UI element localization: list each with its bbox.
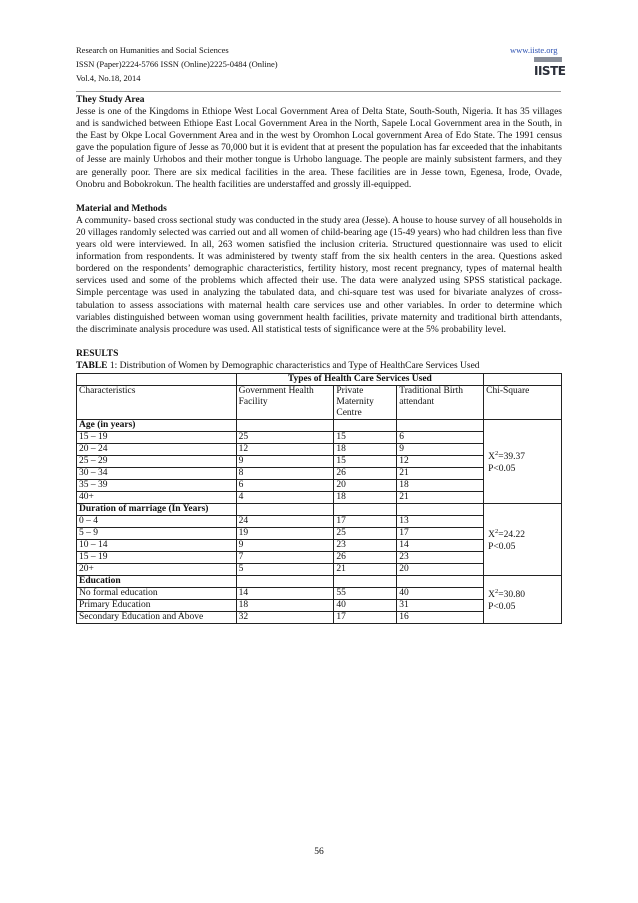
row-label: Primary Education [77,599,237,611]
section-header-row [77,575,562,587]
column-header: Traditional Birth attendant [397,385,484,419]
section-title: Education [77,575,237,587]
journal-name: Research on Humanities and Social Sciences [76,45,229,55]
journal-url-link[interactable]: www.iiste.org [510,45,558,55]
table-cell: 6 [236,479,334,491]
table-cell: 24 [236,515,334,527]
page-number: 56 [314,847,324,857]
row-label: Secondary Education and Above [77,611,237,623]
table-cell: 31 [397,599,484,611]
column-header: Private Maternity Centre [334,385,397,419]
table-cell: 9 [397,443,484,455]
table-cell: 15 [334,431,397,443]
study-area-paragraph: Jesse is one of the Kingdoms in Ethiope West Local Government Area of Delta State, South-South, Nigeria. It has 35 villages and is sandwiched between Ethiope East Local Government Area in the North, Sapele Local Government area in the South, in the East by Okpe Local Government Area and in the west by Oromhon Local government Area of Edo State. The 1991 census gave the population figure of Jesse as 70,000 but it is evident that at present the population has far exceeded that the inhabitants of Jesse are mainly Urhobos and their mother tongue is Urhobo language. The people are mainly subsistent farmers, and they are generally poor. There are six medical facilities in the area. These facilities are in Jesse town, Egenesa, Irode, Ovade, Onobru and Bobokrokun. The health facilities are understaffed and grossly ill-equipped. [76,107,562,190]
logo-text: IISTE [534,64,566,78]
methods-heading: Material and Methods [76,203,167,214]
column-header: Characteristics [77,385,237,419]
table-cell: 21 [397,491,484,503]
table-cell: 25 [334,527,397,539]
issn-line: ISSN (Paper)2224-5766 ISSN (Online)2225-0484 (Online) [76,59,278,69]
caption-text: 1: Distribution of Women by Demographic characteristics and Type of HealthCare Services Used [107,360,480,371]
section-title: Age (in years) [77,419,237,431]
row-label: 25 – 29 [77,455,237,467]
table-cell: 5 [236,563,334,575]
table-cell: 7 [236,551,334,563]
section-header-row [77,503,562,515]
column-header: Government Health Facility [236,385,334,419]
table-cell: 25 [236,431,334,443]
row-label: 20 – 24 [77,443,237,455]
table-cell: 55 [334,587,397,599]
table-cell: 13 [397,515,484,527]
chi-square-value: $X^2=30.80$ [488,588,525,601]
table-cell: 20 [397,563,484,575]
p-value: P<0.05 [488,463,516,474]
p-value: P<0.05 [488,541,516,552]
table-cell: 16 [397,611,484,623]
row-label: 40+ [77,491,237,503]
table-cell: 21 [397,467,484,479]
table-cell: 20 [334,479,397,491]
section-title: Duration of marriage (In Years) [77,503,237,515]
demographics-table [76,373,562,624]
table-cell: 12 [236,443,334,455]
table-cell: 17 [334,611,397,623]
iiste-logo [534,57,566,81]
chi-square-cell [484,575,562,623]
table-cell: 18 [236,599,334,611]
row-label: 10 – 14 [77,539,237,551]
chi-square-value: $X^2=39.37$ [488,450,525,463]
table-cell: 26 [334,551,397,563]
table-cell: 32 [236,611,334,623]
row-label: 0 – 4 [77,515,237,527]
table-caption [76,360,562,372]
table-cell: 14 [236,587,334,599]
section-header-row [77,419,562,431]
table-cell: 17 [397,527,484,539]
table-cell: 21 [334,563,397,575]
methods-paragraph: A community- based cross sectional study was conducted in the study area (Jesse). A house to house survey of all households in 20 villages randomly selected was carried out and all women of child-bearing age (15-49 years) who had children less than five years old were interviewed. In all, 263 women satisfied the inclusion criteria. Structured questionnaire was used to elicit information from respondents. It was administered by twenty staff from the six health centers in the area. Questions asked bordered on the respondents’ demographic characteristics, fertility history, most recent pregnancy, types of maternal health services used and some of the problems which affected their use. The data were analyzed using SPSS statistical package. Simple percentage was used in analyzing the tabulated data, and chi-square test was used for bivariate analyzes of cross-tabulation to assess associations with maternal health care services use and other variables. In order to determine which variables distinguished between woman using government health facilities, private maternity and traditional birth attendants, the discriminate analysis procedure was used. All statistical tests of significance were at the 5% probability level. [76,215,562,335]
table-cell: 9 [236,539,334,551]
table-cell: 26 [334,467,397,479]
table-cell: 4 [236,491,334,503]
table-cell: 23 [334,539,397,551]
chi-square-cell [484,503,562,575]
table-cell: 9 [236,455,334,467]
row-label: 15 – 19 [77,431,237,443]
header-rule [76,91,561,92]
table-cell: 8 [236,467,334,479]
table-cell: 19 [236,527,334,539]
chi-square-cell [484,419,562,503]
volume-line: Vol.4, No.18, 2014 [76,73,141,83]
group-header: Types of Health Care Services Used [236,373,484,385]
caption-label: TABLE [76,360,108,371]
row-label: No formal education [77,587,237,599]
table-cell: 40 [334,599,397,611]
row-label: 35 – 39 [77,479,237,491]
table-cell: 23 [397,551,484,563]
table-column-header-row [77,385,562,419]
table-cell: 17 [334,515,397,527]
row-label: 30 – 34 [77,467,237,479]
table-cell: 6 [397,431,484,443]
column-header: Chi-Square [484,385,562,419]
study-area-heading: They Study Area [76,95,145,105]
logo-bar [534,57,562,62]
table-cell: 15 [334,455,397,467]
table-cell: 18 [334,443,397,455]
table-group-header-row [77,373,562,385]
results-heading: RESULTS [76,348,119,359]
row-label: 15 – 19 [77,551,237,563]
table-cell: 18 [397,479,484,491]
table-cell: 12 [397,455,484,467]
p-value: P<0.05 [488,601,516,612]
table-cell: 18 [334,491,397,503]
table-cell: 14 [397,539,484,551]
chi-square-value: $X^2=24.22$ [488,528,525,541]
row-label: 20+ [77,563,237,575]
table-cell: 40 [397,587,484,599]
row-label: 5 – 9 [77,527,237,539]
page-content [76,94,562,624]
